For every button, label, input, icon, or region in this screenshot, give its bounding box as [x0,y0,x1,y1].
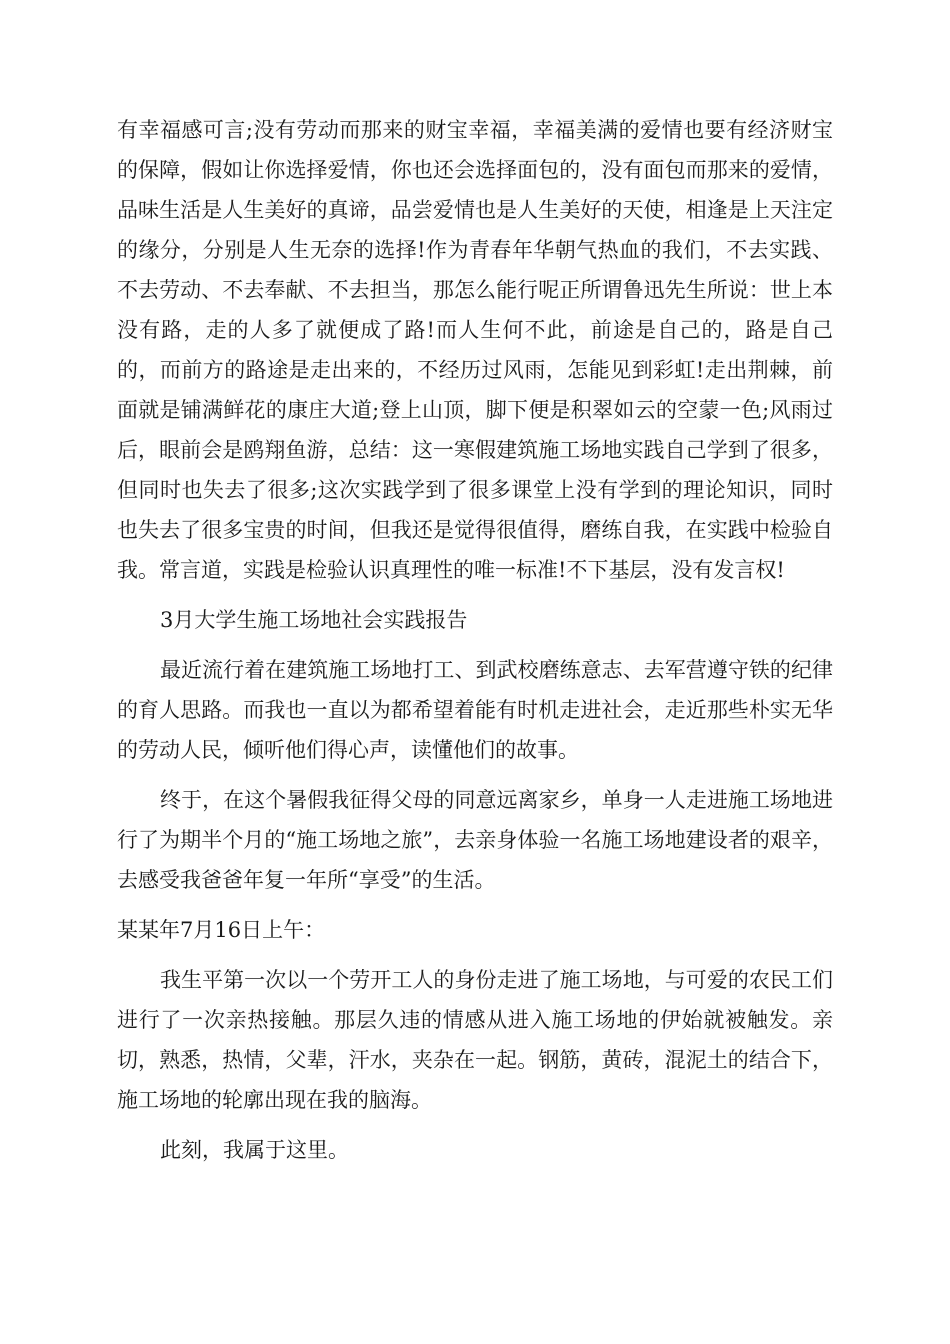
body-paragraph-3: 终于，在这个暑假我征得父母的同意远离家乡，单身一人走进施工场地进行了为期半个月的“施工场地之旅”，去亲身体验一名施工场地建设者的艰辛，去感受我爸爸年复一年所“享受”的生活。 [117,788,833,892]
report-title: 3月大学生施工场地社会实践报告 [160,608,468,632]
body-paragraph-2: 最近流行着在建筑施工场地打工、到武校磨练意志、去军营遵守铁的纪律的育人思路。而我也一直以为都希望着能有时机走进社会，走近那些朴实无华的劳动人民，倾听他们得心声，读懂他们的故事。 [117,658,833,762]
date-line: 某某年7月16日上午： [117,918,326,942]
body-paragraph-5: 此刻，我属于这里。 [160,1138,349,1162]
document-page [117,110,833,1180]
body-paragraph-1: 有幸福感可言;没有劳动而那来的财宝幸福，幸福美满的爱情也要有经济财宝的保障，假如让你选择爱情，你也还会选择面包的，没有面包而那来的爱情，品味生活是人生美好的真谛，品尝爱情也是人生美好的天使，相逢是上天注定的缘分，分别是人生无奈的选择!作为青春年华朝气热血的我们，不去实践、不去劳动、不去奉献、不去担当，那怎么能行呢正所谓鲁迅先生所说：世上本没有路，走的人多了就便成了路!而人生何不此，前途是自己的，路是自己的，而前方的路途是走出来的，不经历过风雨，怎能见到彩虹!走出荆棘，前面就是铺满鲜花的康庄大道;登上山顶，脚下便是积翠如云的空蒙一色;风雨过后，眼前会是鸥翔鱼游，总结：这一寒假建筑施工场地实践自己学到了很多，但同时也失去了很多;这次实践学到了很多课堂上没有学到的理论知识，同时也失去了很多宝贵的时间，但我还是觉得很值得，磨练自我，在实践中检验自我。常言道，实践是检验认识真理性的唯一标准!不下基层，没有发言权! [117,118,833,582]
body-paragraph-4: 我生平第一次以一个劳开工人的身份走进了施工场地，与可爱的农民工们进行了一次亲热接触。那层久违的情感从进入施工场地的伊始就被触发。亲切，熟悉，热情，父辈，汗水，夹杂在一起。钢筋，黄砖，混泥土的结合下，施工场地的轮廓出现在我的脑海。 [117,968,833,1112]
